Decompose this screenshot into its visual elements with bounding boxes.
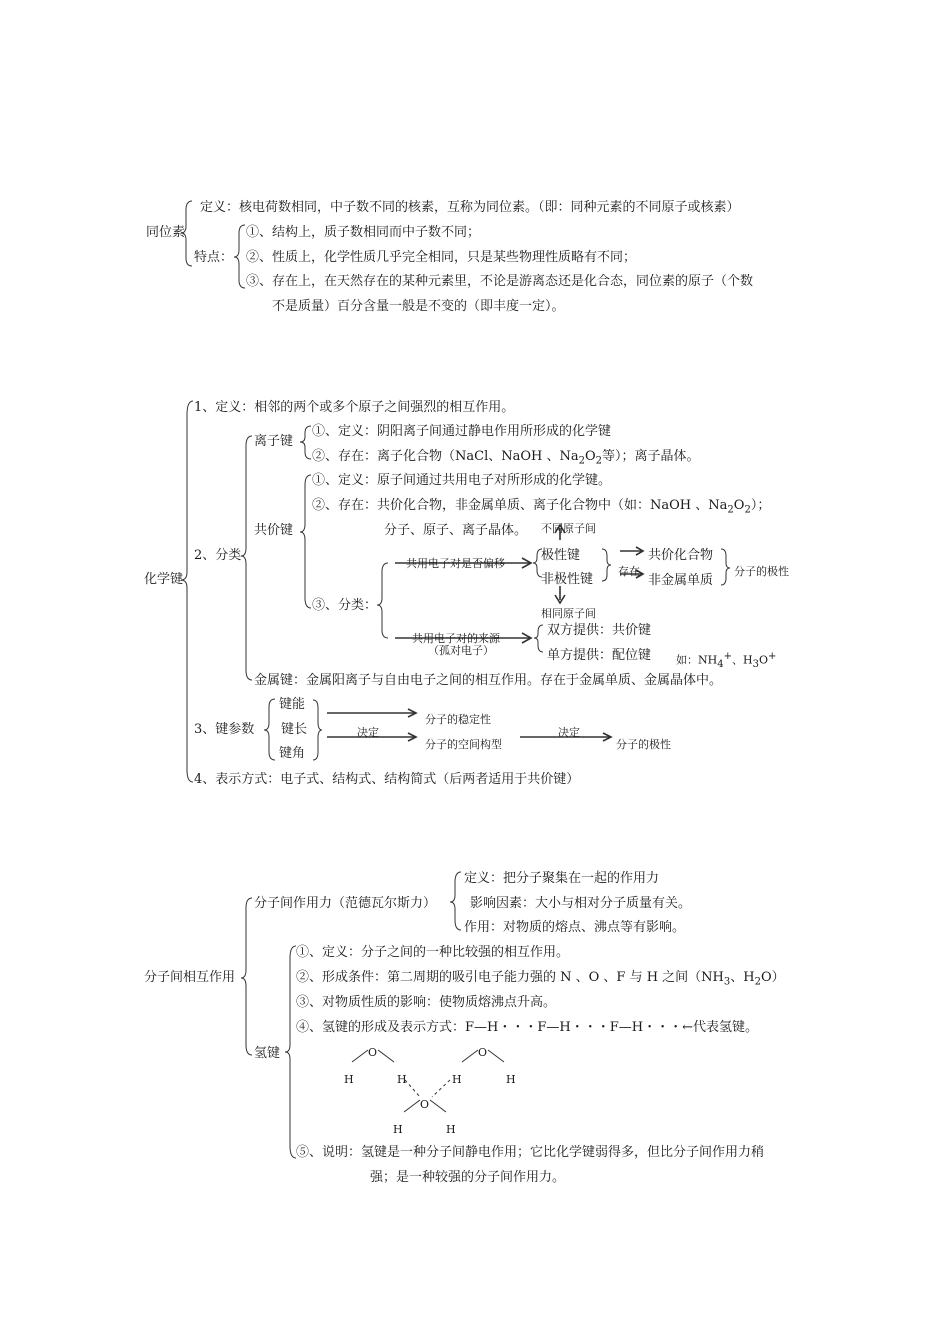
molecule-polarity-1: 分子的极性: [734, 565, 789, 578]
water1-bond-left: [352, 1050, 368, 1062]
feature-brace: [234, 225, 245, 288]
vdw-definition: 定义：把分子聚集在一起的作用力: [464, 871, 660, 886]
shift-label: 共用电子对是否偏移: [406, 557, 505, 570]
classify-brace: [241, 436, 252, 680]
ionic-definition: ①、定义：阴阳离子间通过静电作用所形成的化学键: [312, 424, 612, 439]
inter-title: 分子间相互作用: [144, 970, 236, 985]
bond-classify: 2、分类: [194, 548, 242, 563]
hbond-note-a: ⑤、说明：氢键是一种分子间静电作用；它比化学键弱得多，但比分子间作用力稍: [296, 1145, 765, 1160]
water2-h-right: H: [506, 1073, 516, 1086]
water1-h-left: H: [344, 1073, 354, 1086]
bond-angle: 键角: [279, 746, 306, 761]
water2-oxygen: O: [478, 1046, 488, 1059]
different-atoms-label: 不同原子间: [541, 522, 596, 535]
isotope-title: 同位素: [146, 225, 186, 240]
decide-label-2: 决定: [558, 726, 580, 739]
ionic-bond: 离子键: [254, 434, 294, 449]
water2-bond-left: [462, 1050, 478, 1062]
coordinate-example: 如：$NH_4^+$、$H_3O^+$: [676, 651, 777, 670]
hbond-brace: [285, 946, 296, 1158]
hbond-definition: ①、定义：分子之间的一种比较强的相互作用。: [296, 945, 570, 960]
covalent-bond: 共价键: [254, 523, 294, 538]
water2-h-left: H: [452, 1073, 462, 1086]
same-atoms-label: 相同原子间: [541, 607, 596, 620]
ionic-brace: [300, 426, 311, 459]
params-right-brace: [313, 700, 322, 760]
bond-title: 化学键: [144, 572, 184, 587]
water3-oxygen: O: [420, 1098, 430, 1111]
isotope-feature-2: ②、性质上，化学性质几乎完全相同，只是某些物理性质略有不同；: [246, 250, 637, 265]
vdw-force: 分子间作用力（范德瓦尔斯力）: [254, 896, 437, 911]
source-label: 共用电子对的来源: [412, 632, 500, 645]
water2-bond-right: [488, 1050, 504, 1062]
bond-length: 键长: [281, 722, 308, 737]
water1-oxygen: O: [368, 1046, 378, 1059]
lone-pair-label: （孤对电子）: [428, 644, 494, 657]
polar-right-brace: [602, 549, 611, 581]
nonpolar-bond: 非极性键: [541, 572, 594, 587]
bond-energy: 键能: [279, 697, 306, 712]
bond-parameters: 3、键参数: [194, 722, 255, 737]
molecule-stability: 分子的稳定性: [425, 713, 491, 726]
exist-label: 存在: [618, 565, 640, 578]
covalent-definition: ①、定义：原子间通过共用电子对所形成的化学键。: [312, 473, 612, 488]
covalent-classify: ③、分类：: [312, 598, 378, 613]
water1-bond-right: [378, 1050, 394, 1062]
covalent-existence-2: 分子、原子、离子晶体。: [384, 523, 528, 538]
bond-expression: 4、表示方式：电子式、结构式、结构简式（后两者适用于共价键）: [194, 772, 580, 787]
vdw-effect: 作用：对物质的熔点、沸点等有影响。: [464, 920, 686, 935]
isotope-feature-3a: ③、存在上，在天然存在的某种元素里，不论是游离态还是化合态，同位素的原子（个数: [246, 274, 754, 289]
hbond-effect: ③、对物质性质的影响：使物质熔沸点升高。: [296, 995, 557, 1010]
polarity-brace: [721, 549, 730, 585]
covalent-compound: 共价化合物: [648, 548, 714, 563]
water3-bond-right: [430, 1100, 446, 1112]
vdw-factor: 影响因素：大小与相对分子质量有关。: [470, 896, 692, 911]
ionic-existence: ②、存在：离子化合物（NaCl、NaOH 、$Na_2O_2$等）；离子晶体。: [312, 449, 700, 467]
molecule-structure: 分子的空间构型: [425, 738, 502, 751]
metallic-bond: 金属键：金属阳离子与自由电子之间的相互作用。存在于金属单质、金属晶体中。: [254, 673, 723, 688]
isotope-definition: 定义：核电荷数相同，中子数不同的核素，互称为同位素。（即：同种元素的不同原子或核素）: [200, 200, 740, 215]
params-brace: [264, 699, 275, 760]
hbond-condition: ②、形成条件：第二周期的吸引电子能力强的 N 、O 、F 与 H 之间（$NH_3$、$H_2O$）: [296, 970, 785, 988]
molecule-polarity-2: 分子的极性: [616, 738, 671, 751]
hydrogen-bond: 氢键: [254, 1046, 281, 1061]
hbond-note-b: 强；是一种较强的分子间作用力。: [370, 1170, 566, 1185]
hbond-notation: ④、氢键的形成及表示方式：F—H・・・F—H・・・F—H・・・←代表氢键。: [296, 1020, 758, 1035]
water3-h-left: H: [393, 1123, 403, 1136]
covalent-existence: ②、存在：共价化合物，非金属单质、离子化合物中（如：NaOH 、$Na_2O_2$）；: [312, 498, 771, 516]
inter-main-brace: [241, 898, 252, 1055]
isotope-feature-3b: 不是质量）百分含量一般是不变的（即丰度一定）。: [272, 299, 565, 314]
bond-main-brace: [181, 401, 193, 782]
polar-bond: 极性键: [541, 548, 581, 563]
water3-h-right: H: [446, 1123, 456, 1136]
hbond-dash-1: [405, 1080, 420, 1097]
decide-label-1: 决定: [357, 726, 379, 739]
both-provide: 双方提供：共价键: [547, 623, 652, 638]
water3-bond-left: [404, 1100, 420, 1112]
water1-h-right: H: [397, 1073, 407, 1086]
hbond-dash-2: [432, 1080, 450, 1097]
source-bracket: [534, 625, 543, 652]
covalent-brace: [300, 475, 311, 608]
isotope-feature-1: ①、结构上，质子数相同而中子数不同；: [246, 225, 481, 240]
single-provide: 单方提供：配位键: [547, 648, 652, 663]
nonmetal-element: 非金属单质: [648, 573, 714, 588]
cov-classify-brace: [377, 563, 388, 638]
isotope-feature-label: 特点：: [194, 250, 234, 265]
vdw-brace: [450, 872, 461, 930]
bond-definition: 1、定义：相邻的两个或多个原子之间强烈的相互作用。: [194, 400, 515, 415]
